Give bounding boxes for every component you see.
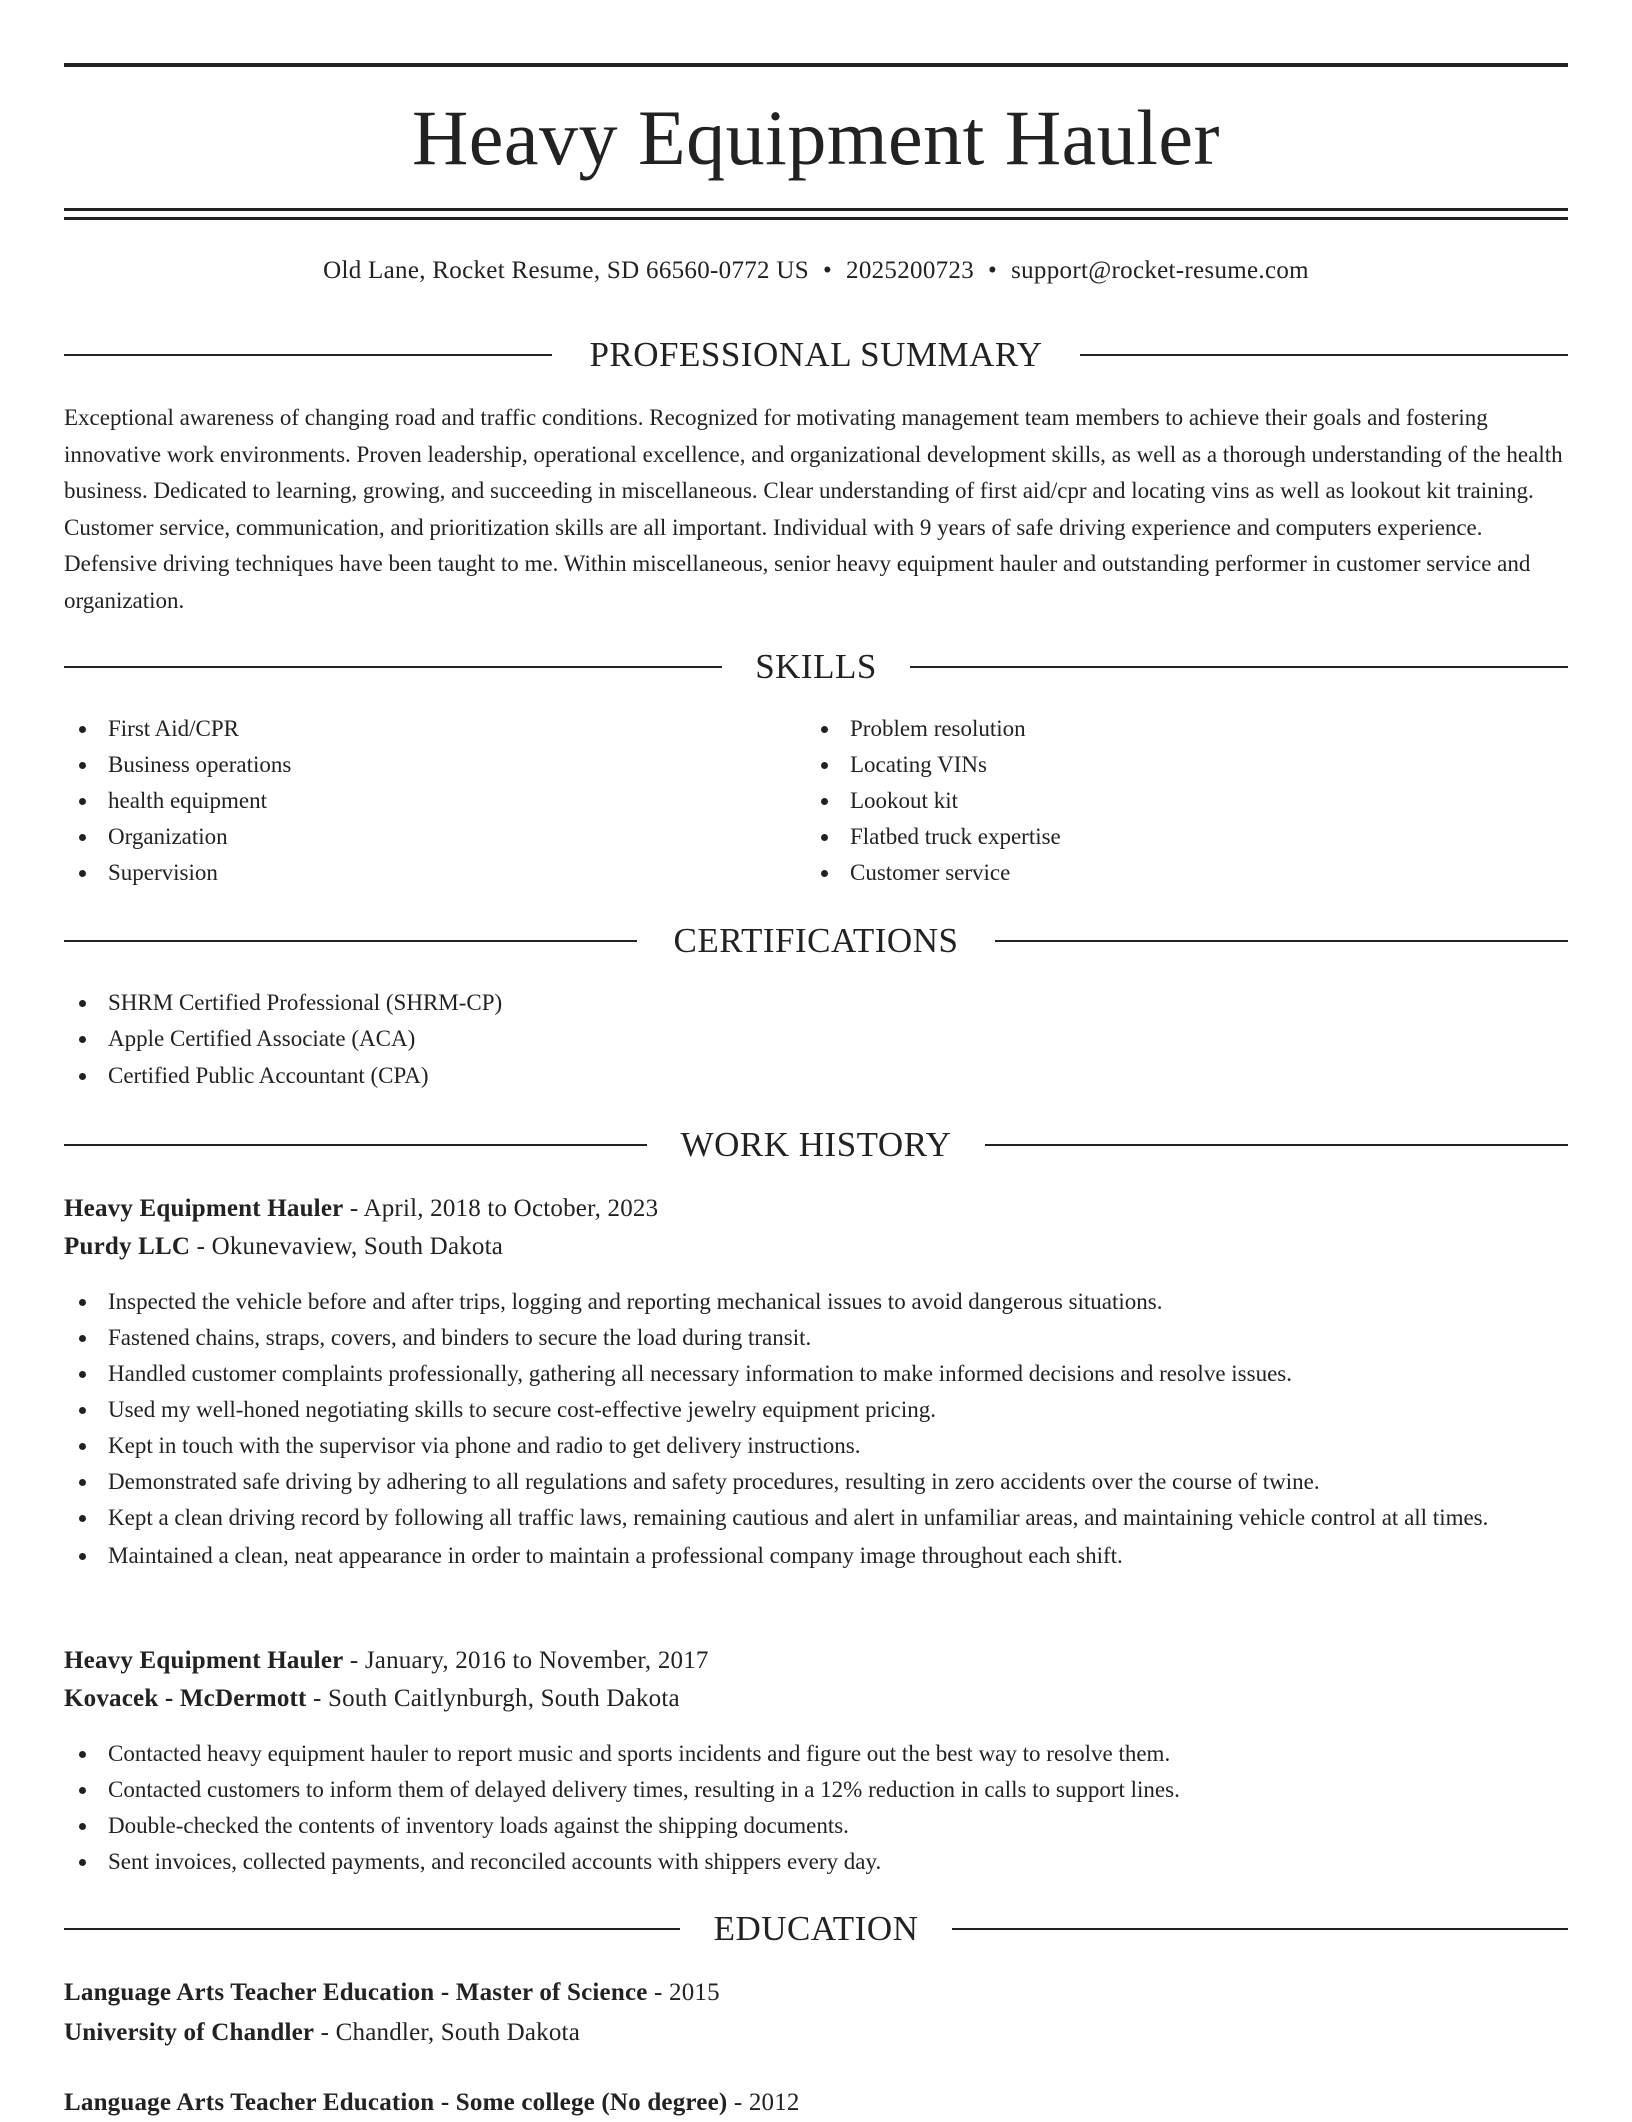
list-item: Demonstrated safe driving by adhering to all regulations and safety procedures, resulting in zero accidents over the course of twine. [64, 1464, 1568, 1500]
section-title: PROFESSIONAL SUMMARY [589, 335, 1043, 374]
job-title-line [64, 1642, 1568, 1680]
contact-separator: • [988, 257, 998, 284]
bullet-icon [79, 1335, 86, 1342]
list-item: Customer service [806, 855, 1506, 891]
list-item: Double-checked the contents of inventory loads against the shipping documents. [64, 1808, 1568, 1844]
list-item: Supervision [64, 855, 764, 891]
list-item: Business operations [64, 747, 764, 783]
education-degree: Language Arts Teacher Education - Some college (No degree) [64, 2089, 728, 2116]
bullet-icon [79, 1443, 86, 1450]
list-item: Maintained a clean, neat appearance in order to maintain a professional company image throughout each shift. [64, 1538, 1568, 1574]
job-location: - Okunevaview, South Dakota [190, 1233, 504, 1260]
bullet-icon [79, 1407, 86, 1414]
bullet-icon [821, 870, 828, 877]
education-school: University of Chandler [64, 2019, 315, 2046]
bullet-icon [79, 1371, 86, 1378]
job-title: Heavy Equipment Hauler [64, 1647, 344, 1674]
section-title: WORK HISTORY [680, 1125, 952, 1164]
bullet-icon [79, 762, 86, 769]
bullet-icon [79, 1823, 86, 1830]
contact-line [64, 253, 1568, 289]
list-item: Used my well-honed negotiating skills to secure cost-effective jewelry equipment pricing. [64, 1392, 1568, 1428]
summary-text: Exceptional awareness of changing road and traffic conditions. Recognized for motivating management team members to achieve their goals and fostering innovative work environments. Proven leadership, operational excellence, and organizational development skills, as well as a thorough understanding of the health business. Dedicated to learning, growing, and succeeding in miscellaneous. Clear understanding of first aid/cpr and locating vins as well as lookout kit training. Customer service, communication, and prioritization skills are all important. Individual with 9 years of safe driving experience and computers experience. Defensive driving techniques have been taught to me. Within miscellaneous, senior heavy equipment hauler and outstanding performer in customer service and organization. [64, 405, 1563, 613]
list-item: Locating VINs [806, 747, 1506, 783]
list-item: Flatbed truck expertise [806, 819, 1506, 855]
job-company-line [64, 1680, 1568, 1718]
list-item: Inspected the vehicle before and after trips, logging and reporting mechanical issues to avoid dangerous situations. [64, 1284, 1568, 1320]
list-item: Organization [64, 819, 764, 855]
list-item: Contacted heavy equipment hauler to report music and sports incidents and figure out the best way to resolve them. [64, 1736, 1568, 1772]
section-heading-summary [64, 333, 1568, 377]
skills-column-right [806, 711, 1506, 891]
bullet-icon [79, 870, 86, 877]
section-heading-education [64, 1907, 1568, 1951]
bullet-icon [79, 1073, 86, 1080]
section-heading-skills [64, 645, 1568, 689]
education-year: - 2015 [647, 1979, 720, 2006]
education-year: - 2012 [727, 2089, 800, 2116]
certifications-list [64, 985, 1568, 1094]
job-dates: - January, 2016 to November, 2017 [343, 1647, 709, 1674]
skills-column-left [64, 711, 764, 891]
job-bullets [64, 1284, 1568, 1574]
header-double-rule [64, 208, 1568, 220]
education-degree-line [64, 1974, 1568, 2012]
job-company: Purdy LLC [64, 1233, 191, 1260]
education-degree-line [64, 2084, 1568, 2122]
list-item: Handled customer complaints professionally, gathering all necessary information to make informed decisions and resolve issues. [64, 1356, 1568, 1392]
job-company-line [64, 1228, 1568, 1266]
section-title: CERTIFICATIONS [673, 921, 959, 960]
job-title-line [64, 1190, 1568, 1228]
bullet-icon [79, 798, 86, 805]
contact-phone: 2025200723 [846, 257, 975, 284]
list-item: health equipment [64, 783, 764, 819]
bullet-icon [79, 1515, 86, 1522]
education-degree: Language Arts Teacher Education - Master of Science [64, 1979, 648, 2006]
header-top-rule [64, 63, 1568, 67]
education-school-line [64, 2014, 1568, 2052]
bullet-icon [79, 1751, 86, 1758]
job-title: Heavy Equipment Hauler [64, 1195, 344, 1222]
bullet-icon [79, 1859, 86, 1866]
bullet-icon [79, 1036, 86, 1043]
job-company: Kovacek - McDermott [64, 1685, 307, 1712]
contact-email: support@rocket-resume.com [1011, 257, 1309, 284]
education-location: - Chandler, South Dakota [314, 2019, 580, 2046]
bullet-icon [821, 798, 828, 805]
bullet-icon [821, 726, 828, 733]
list-item: SHRM Certified Professional (SHRM-CP) [64, 985, 1568, 1021]
job-bullets [64, 1736, 1568, 1880]
bullet-icon [821, 762, 828, 769]
list-item: Certified Public Accountant (CPA) [64, 1058, 1568, 1094]
list-item: Kept a clean driving record by following all traffic laws, remaining cautious and alert in unfamiliar areas, and maintaining vehicle control at all times. [64, 1500, 1568, 1536]
list-item: Fastened chains, straps, covers, and binders to secure the load during transit. [64, 1320, 1568, 1356]
section-heading-work-history [64, 1123, 1568, 1167]
contact-separator: • [822, 257, 833, 284]
bullet-icon [79, 726, 86, 733]
job-dates: - April, 2018 to October, 2023 [343, 1195, 659, 1222]
section-heading-certifications [64, 919, 1568, 963]
candidate-name: Heavy Equipment Hauler [411, 94, 1221, 181]
section-title: SKILLS [755, 647, 877, 686]
job-location: - South Caitlynburgh, South Dakota [306, 1685, 680, 1712]
section-title: EDUCATION [713, 1909, 919, 1948]
list-item: Lookout kit [806, 783, 1506, 819]
bullet-icon [79, 1299, 86, 1306]
bullet-icon [79, 1553, 86, 1560]
list-item: Problem resolution [806, 711, 1506, 747]
list-item: Sent invoices, collected payments, and reconciled accounts with shippers every day. [64, 1844, 1568, 1880]
bullet-icon [79, 1000, 86, 1007]
list-item: Apple Certified Associate (ACA) [64, 1021, 1568, 1057]
bullet-icon [79, 1787, 86, 1794]
list-item: First Aid/CPR [64, 711, 764, 747]
bullet-icon [79, 834, 86, 841]
contact-address: Old Lane, Rocket Resume, SD 66560-0772 US [323, 257, 809, 284]
list-item: Kept in touch with the supervisor via phone and radio to get delivery instructions. [64, 1428, 1568, 1464]
bullet-icon [79, 1479, 86, 1486]
list-item: Contacted customers to inform them of delayed delivery times, resulting in a 12% reduction in calls to support lines. [64, 1772, 1568, 1808]
bullet-icon [821, 834, 828, 841]
